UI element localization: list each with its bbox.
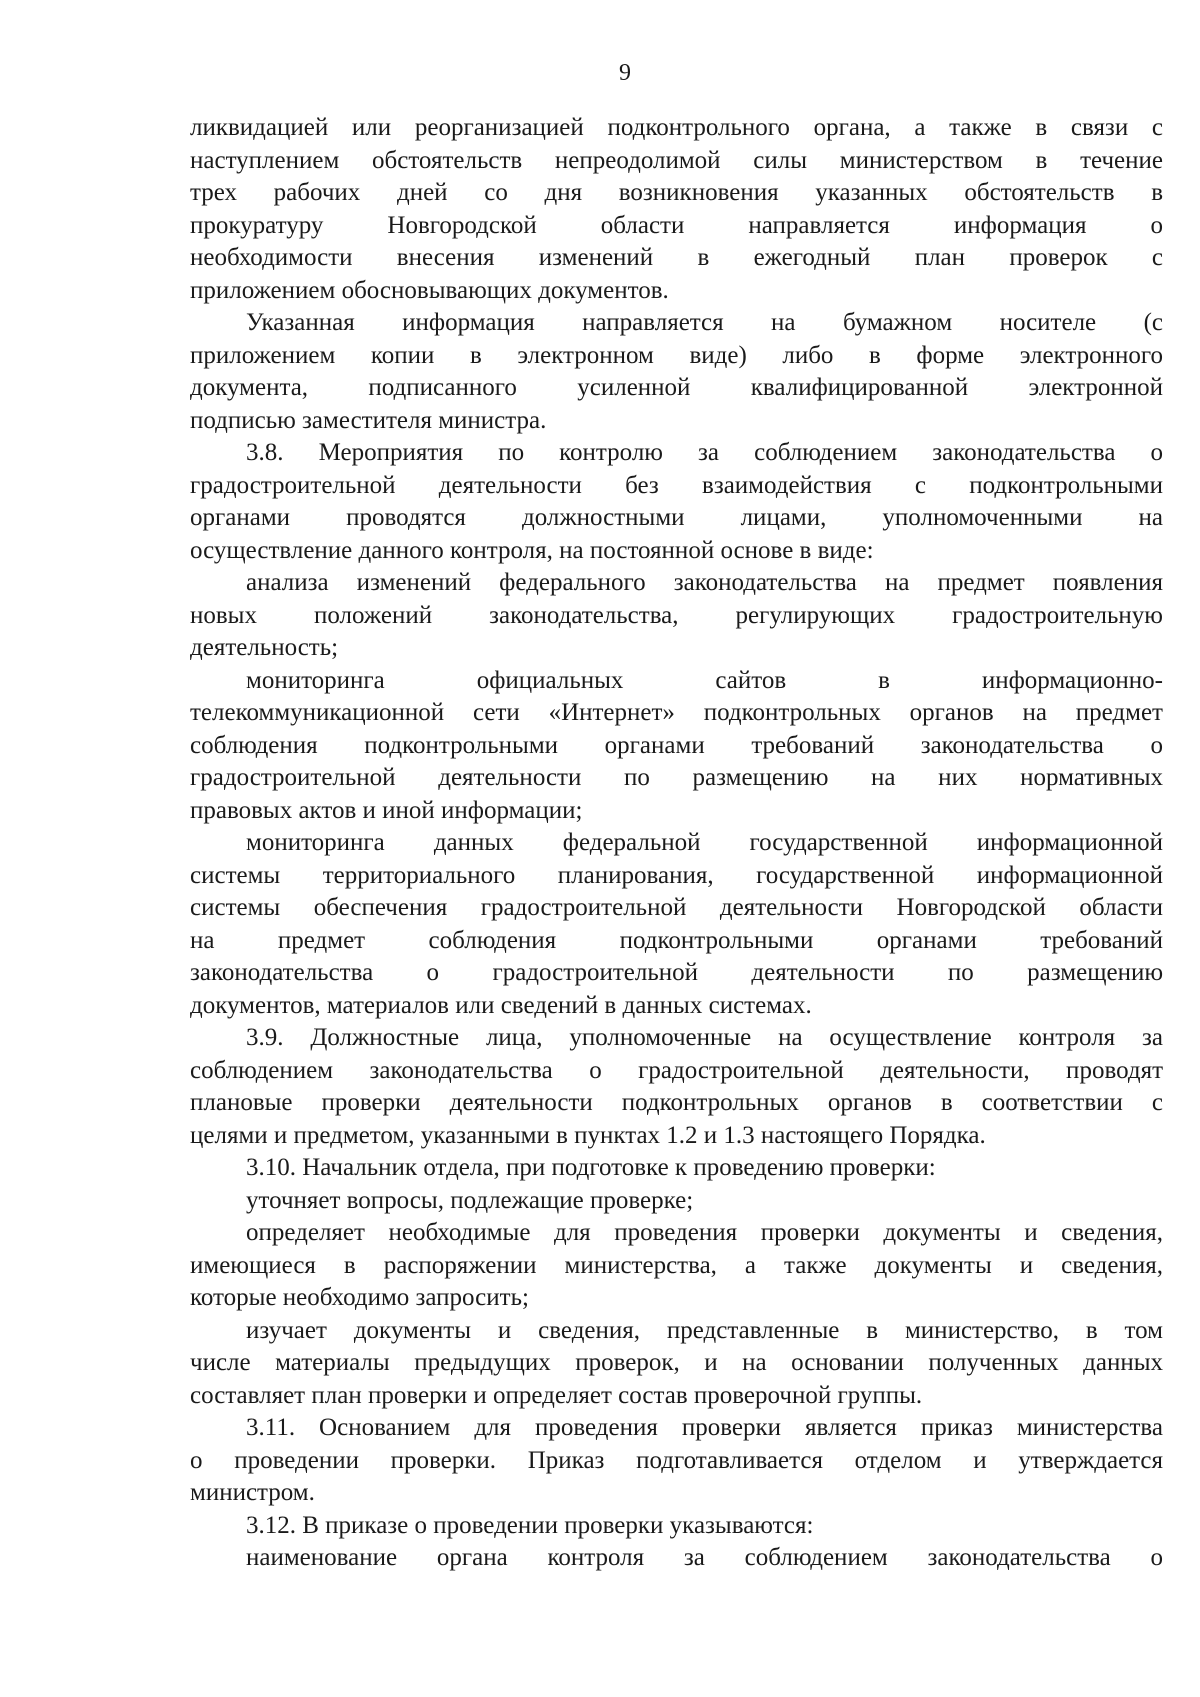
text-line: определяет необходимые для проведения проверки документы и сведения, <box>246 1219 1163 1246</box>
text-line: прокуратуру Новгородской области направляется информация о <box>190 211 1163 239</box>
text-line: числе материалы предыдущих проверок, и на основании полученных данных <box>190 1349 1163 1376</box>
text-line: анализа изменений федерального законодательства на предмет появления <box>246 569 1163 596</box>
text-line: изучает документы и сведения, представленные в министерство, в том <box>246 1316 1163 1344</box>
text-line: системы территориального планирования, государственной информационной <box>190 861 1163 889</box>
text-line: 3.10. Начальник отдела, при подготовке к проведению проверки: <box>246 1154 936 1181</box>
text-line: целями и предметом, указанными в пунктах 1.2 и 1.3 настоящего Порядка. <box>190 1121 986 1149</box>
text-line: наступлением обстоятельств непреодолимой силы министерством в течение <box>190 146 1163 174</box>
text-line: законодательства о градостроительной деятельности по размещению <box>190 959 1163 986</box>
text-line: трех рабочих дней со дня возникновения указанных обстоятельств в <box>190 179 1163 206</box>
text-line: имеющиеся в распоряжении министерства, а также документы и сведения, <box>190 1251 1163 1279</box>
text-line: подписью заместителя министра. <box>190 406 547 434</box>
text-line: документов, материалов или сведений в данных системах. <box>190 991 812 1019</box>
text-line: системы обеспечения градостроительной деятельности Новгородской области <box>190 894 1163 921</box>
text-line: министром. <box>190 1479 315 1506</box>
text-line: наименование органа контроля за соблюдением законодательства о <box>246 1544 1163 1571</box>
text-line: градостроительной деятельности по размещению на них нормативных <box>190 764 1163 791</box>
text-line: Указанная информация направляется на бумажном носителе (с <box>246 309 1163 336</box>
text-line: ликвидацией или реорганизацией подконтрольного органа, а также в связи с <box>190 114 1163 141</box>
text-line: о проведении проверки. Приказ подготавливается отделом и утверждается <box>190 1446 1163 1474</box>
text-line: телекоммуникационной сети «Интернет» подконтрольных органов на предмет <box>190 699 1163 726</box>
text-line: приложением обосновывающих документов. <box>190 276 669 304</box>
text-line: мониторинга данных федеральной государственной информационной <box>246 829 1163 856</box>
body-text <box>190 112 1163 1575</box>
page-number: 9 <box>619 60 631 86</box>
text-line: уточняет вопросы, подлежащие проверке; <box>246 1186 694 1214</box>
text-line: деятельность; <box>190 634 339 661</box>
text-line: 3.8. Мероприятия по контролю за соблюдением законодательства о <box>246 439 1163 466</box>
text-line: осуществление данного контроля, на постоянной основе в виде: <box>190 536 874 564</box>
text-line: новых положений законодательства, регулирующих градостроительную <box>190 601 1163 629</box>
text-line: плановые проверки деятельности подконтрольных органов в соответствии с <box>190 1089 1163 1116</box>
text-line: правовых актов и иной информации; <box>190 796 583 824</box>
text-line: органами проводятся должностными лицами, уполномоченными на <box>190 504 1163 531</box>
text-line: соблюдением законодательства о градостроительной деятельности, проводят <box>190 1056 1163 1084</box>
text-line: соблюдения подконтрольными органами требований законодательства о <box>190 731 1163 759</box>
text-line: на предмет соблюдения подконтрольными органами требований <box>190 926 1163 954</box>
text-line: градостроительной деятельности без взаимодействия с подконтрольными <box>190 471 1163 499</box>
text-line: документа, подписанного усиленной квалифицированной электронной <box>190 374 1163 401</box>
text-line: 3.12. В приказе о проведении проверки указываются: <box>246 1511 814 1539</box>
text-line: составляет план проверки и определяет состав проверочной группы. <box>190 1381 923 1409</box>
text-line: приложением копии в электронном виде) либо в форме электронного <box>190 341 1163 369</box>
text-line: необходимости внесения изменений в ежегодный план проверок с <box>190 244 1163 271</box>
text-line: которые необходимо запросить; <box>190 1284 529 1311</box>
text-line: 3.11. Основанием для проведения проверки является приказ министерства <box>246 1414 1163 1441</box>
text-line: 3.9. Должностные лица, уполномоченные на осуществление контроля за <box>246 1024 1163 1051</box>
text-line: мониторинга официальных сайтов в информационно- <box>246 666 1163 694</box>
